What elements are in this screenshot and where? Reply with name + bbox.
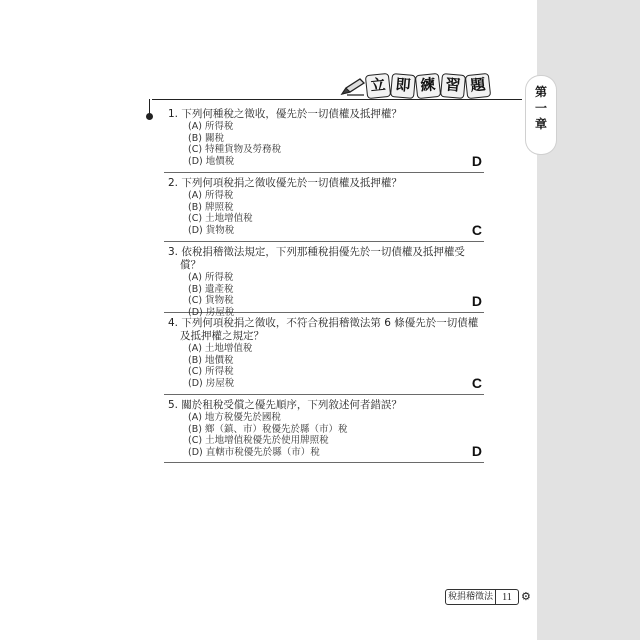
question-option: (C) 土地增值稅 bbox=[188, 213, 253, 225]
question-option: (D) 貨物稅 bbox=[188, 224, 235, 236]
banner-char: 即 bbox=[390, 73, 416, 99]
question-stem: 3. 依稅捐稽徵法規定，下列那種稅捐優先於一切債權及抵押權受償？ bbox=[168, 246, 465, 271]
footer-title: 稅捐稽徵法 bbox=[446, 590, 496, 604]
question-list bbox=[164, 104, 484, 463]
question-option: (B) 牌照稅 bbox=[188, 201, 234, 213]
question-option: (B) 地價稅 bbox=[188, 354, 234, 366]
question-answer: C bbox=[471, 375, 482, 391]
chapter-tab-char: 章 bbox=[534, 117, 547, 131]
banner-char: 立 bbox=[365, 73, 391, 99]
question-answer: C bbox=[471, 222, 482, 238]
question-stem: 2. 下列何項稅捐之徵收優先於一切債權及抵押權？ bbox=[168, 177, 402, 189]
question-option: (B) 遺產稅 bbox=[188, 283, 234, 295]
banner-char: 練 bbox=[415, 73, 441, 99]
question-option: (D) 房屋稅 bbox=[188, 306, 235, 318]
question-option: (C) 特種貨物及勞務稅 bbox=[188, 144, 282, 156]
header-dot bbox=[146, 113, 153, 120]
banner-title bbox=[366, 74, 490, 98]
question-option: (A) 所得稅 bbox=[188, 121, 234, 132]
question-answer: D bbox=[471, 293, 482, 309]
question-item bbox=[164, 395, 484, 463]
question-option: (B) 關稅 bbox=[188, 132, 224, 144]
question-item bbox=[164, 242, 484, 318]
question-option: (C) 所得稅 bbox=[188, 366, 234, 378]
question-option: (D) 地價稅 bbox=[188, 155, 235, 167]
question-option: (A) 地方稅優先於國稅 bbox=[188, 412, 281, 423]
question-option: (C) 土地增值稅優先於使用牌照稅 bbox=[188, 435, 329, 447]
chapter-tab-char: 一 bbox=[534, 101, 547, 115]
question-item bbox=[164, 104, 484, 173]
banner-char: 習 bbox=[440, 73, 466, 99]
question-option: (D) 直轄市稅優先於縣（市）稅 bbox=[188, 446, 320, 458]
question-option: (A) 所得稅 bbox=[188, 190, 234, 201]
chapter-tab bbox=[526, 76, 556, 154]
question-answer: D bbox=[471, 153, 482, 169]
banner-char: 題 bbox=[465, 73, 491, 99]
question-option: (D) 房屋稅 bbox=[188, 377, 235, 389]
question-item bbox=[164, 173, 484, 242]
practice-banner bbox=[340, 74, 490, 100]
page-footer bbox=[445, 589, 519, 605]
question-option: (A) 土地增值稅 bbox=[188, 343, 253, 354]
chapter-tab-char: 第 bbox=[534, 85, 547, 99]
question-item bbox=[164, 313, 484, 395]
question-stem: 4. 下列何項稅捐之徵收，不符合稅捐稽徵法第 6 條優先於一切債權及抵押權之規定？ bbox=[168, 317, 479, 342]
pencil-icon bbox=[340, 76, 366, 98]
question-option: (A) 所得稅 bbox=[188, 272, 234, 283]
footer-ornament-icon: ⚙ bbox=[521, 590, 531, 603]
question-stem: 1. 下列何種稅之徵收，優先於一切債權及抵押權？ bbox=[168, 108, 402, 120]
page-number: 11 bbox=[502, 591, 512, 603]
question-option: (B) 鄉（鎮、市）稅優先於縣（市）稅 bbox=[188, 423, 348, 435]
question-option: (C) 貨物稅 bbox=[188, 295, 234, 307]
question-stem: 5. 關於租稅受償之優先順序，下列敘述何者錯誤？ bbox=[168, 399, 402, 411]
question-answer: D bbox=[471, 443, 482, 459]
